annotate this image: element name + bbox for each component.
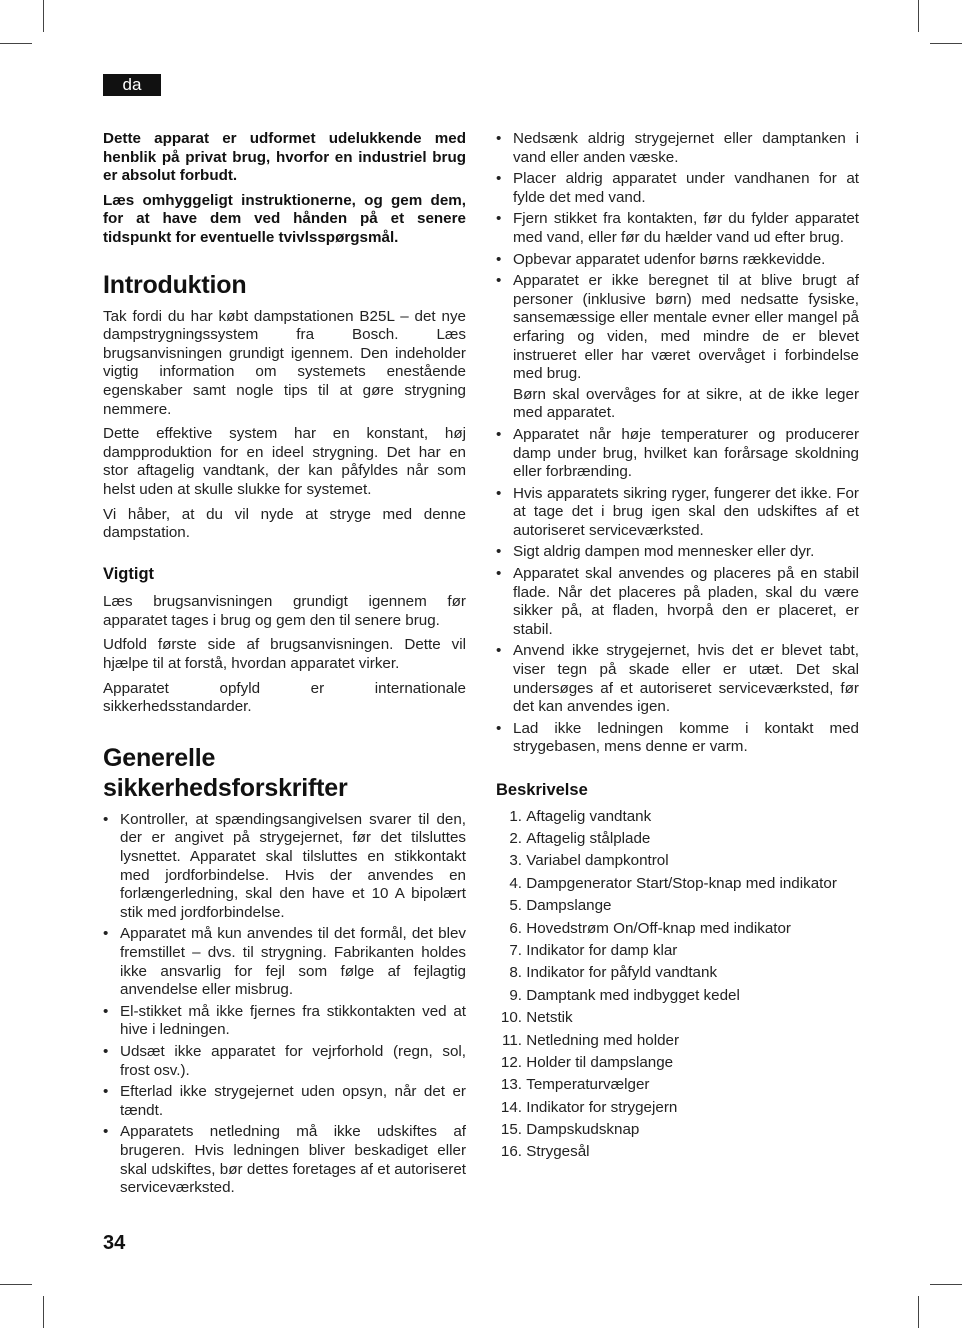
part-item [496, 1030, 859, 1052]
part-label: Aftagelig stålplade [526, 829, 651, 847]
list-item: • Efterlad ikke strygejernet uden opsyn, når det er tændt. [103, 1083, 466, 1120]
part-label: Variabel dampkontrol [526, 852, 669, 870]
crop-mark [0, 43, 32, 44]
part-item [496, 806, 859, 828]
paragraph: Udfold første side af brugsanvisningen. Dette vil hjælpe til at forstå, hvordan apparatet virker. [103, 636, 466, 673]
list-item-text: Hvis apparatets sikring ryger, fungerer det ikke. For at tage det i brug igen skal den udskiftes af et autoriseret serviceværksted. [513, 484, 859, 539]
part-number: 8. [509, 964, 522, 982]
crop-mark [930, 1284, 962, 1285]
safety-list [496, 130, 859, 757]
list-item: • Kontroller, at spændingsangivelsen svarer til den, der er angivet på strygejernet, før det tilsluttes lysnettet. Apparatet skal tilsluttes en stikkontakt med jordforbindelse. Hvis der anvendes en forlængerledning, skal den have et 10 A bipolært stik med jordforbindelse. [103, 811, 466, 923]
part-label: Dampskudsknap [526, 1121, 640, 1139]
list-item [496, 642, 859, 716]
part-item [496, 962, 859, 984]
list-item [496, 426, 859, 482]
part-label: Holder til dampslange [526, 1053, 674, 1071]
list-item-text: Nedsænk aldrig strygejernet eller damptanken i vand eller anden væske. [513, 130, 859, 166]
part-item [496, 1074, 859, 1096]
part-number: 13. [500, 1076, 522, 1094]
part-number: 10. [500, 1009, 522, 1027]
paragraph: Læs brugsanvisningen grundigt igennem før apparatet tages i brug og gem den til senere brug. [103, 593, 466, 629]
list-item [496, 210, 859, 247]
list-item [496, 251, 859, 270]
intro-warning: Dette apparat er udformet udelukkende med henblik på privat brug, hvorfor en industriel brug er absolut forbudt. [103, 130, 466, 185]
part-label: Hovedstrøm On/Off-knap med indikator [526, 919, 791, 937]
list-item: • Apparatet må kun anvendes til det formål, det blev fremstillet – dvs. til strygning. Fabrikanten holdes ikke ansvarlig for fejl som følge af fejlagtig anvendelse eller misbrug. [103, 925, 466, 999]
crop-mark [930, 43, 962, 44]
crop-mark [0, 1284, 32, 1285]
list-item-text: Fjern stikket fra kontakten, før du fylder apparatet med vand, eller før du hælder vand ud efter brug. [513, 210, 859, 246]
section-heading-introduktion: Introduktion [103, 270, 247, 299]
list-item [496, 170, 859, 207]
language-tag: da [103, 74, 161, 96]
paragraph: Apparatet opfyld er internationale sikkerhedsstandarder. [103, 679, 466, 716]
list-item-text: Placer aldrig apparatet under vandhanen for at fylde det med vand. [513, 170, 859, 206]
part-label: Aftagelig vandtank [526, 807, 652, 825]
crop-mark [918, 1296, 919, 1328]
part-number: 12. [500, 1053, 522, 1071]
paragraph: Dette effektive system har en konstant, høj dampproduktion for en ideel strygning. Det har en stor aftagelig vandtank, der kan påfyldes når som helst uden at skulle slukke for systemet. [103, 425, 466, 498]
list-item [496, 720, 859, 757]
part-label: Dampslange [526, 897, 612, 915]
list-item: • El-stikket må ikke fjernes fra stikkontakten ved at hive i ledningen. [103, 1003, 466, 1040]
part-item [496, 1097, 859, 1119]
heading-line: sikkerhedsforskrifter [103, 773, 348, 802]
list-item [496, 565, 859, 639]
part-number: 4. [509, 874, 522, 892]
part-number: 14. [500, 1098, 522, 1116]
right-column [496, 130, 859, 1164]
part-item [496, 850, 859, 872]
section-heading-vigtigt: Vigtigt [103, 564, 155, 583]
part-number: 11. [502, 1031, 522, 1049]
crop-mark [43, 1296, 44, 1328]
section-heading-beskrivelse: Beskrivelse [496, 781, 588, 799]
part-label: Temperaturvælger [526, 1076, 650, 1094]
part-number: 3. [509, 852, 522, 870]
list-item [496, 272, 859, 423]
list-item-text: Lad ikke ledningen komme i kontakt med strygebasen, mens denne er varm. [513, 719, 859, 756]
crop-mark [918, 0, 919, 32]
part-label: Netstik [526, 1009, 573, 1027]
part-item [496, 873, 859, 895]
part-item [496, 1119, 859, 1141]
part-item [496, 1141, 859, 1163]
part-number: 15. [500, 1121, 522, 1139]
part-number: 9. [509, 986, 522, 1004]
part-item [496, 1007, 859, 1029]
paragraph: Vi håber, at du vil nyde at stryge med denne dampstation. [103, 505, 466, 542]
part-number: 6. [509, 919, 522, 937]
heading-line: Generelle [103, 743, 216, 772]
list-item-text: Opbevar apparatet udenfor børns rækkevidde. [513, 250, 826, 268]
part-label: Indikator for damp klar [526, 941, 678, 959]
part-label: Indikator for strygejern [526, 1098, 678, 1116]
intro-warning: Læs omhyggeligt instruktionerne, og gem dem, for at have dem ved hånden på et senere tidspunkt for eventuelle tvivlsspørgsmål. [103, 191, 466, 246]
part-label: Indikator for påfyld vandtank [526, 964, 718, 982]
part-label: Netledning med holder [526, 1031, 680, 1049]
section-heading-sikkerhed [103, 743, 466, 803]
part-item [496, 895, 859, 917]
description-list [496, 806, 859, 1164]
list-item [496, 485, 859, 541]
list-item-text: Sigt aldrig dampen mod mennesker eller dyr. [513, 543, 815, 561]
part-label: Strygesål [526, 1143, 590, 1161]
safety-list [103, 811, 466, 1198]
part-item [496, 985, 859, 1007]
crop-mark [43, 0, 44, 32]
list-item-text: Apparatet skal anvendes og placeres på en stabil flade. Når det placeres på pladen, skal du være sikker på, at fladen, hvorpå den er placeret, er stabil. [513, 565, 859, 638]
part-number: 7. [509, 941, 522, 959]
part-label: Damptank med indbygget kedel [526, 986, 740, 1004]
part-item [496, 918, 859, 940]
list-item [496, 543, 859, 562]
list-item [496, 130, 859, 167]
list-item: • Apparatets netledning må ikke udskiftes af brugeren. Hvis ledningen bliver beskadiget eller skal udskiftes, bør dettes foretages af et autoriseret serviceværksted. [103, 1123, 466, 1197]
left-column [103, 130, 466, 1201]
list-item-note: Børn skal overvåges for at sikre, at de ikke leger med apparatet. [513, 385, 859, 422]
list-item-text: Anvend ikke strygejernet, hvis det er blevet tabt, viser tegn på skade eller er utæt. Det skal undersøges af et autoriseret serviceværksted, før det kan anvendes igen. [513, 642, 859, 716]
list-item: • Udsæt ikke apparatet for vejrforhold (regn, sol, frost osv.). [103, 1043, 466, 1080]
part-number: 16. [500, 1143, 522, 1161]
list-item-text: Apparatet er ikke beregnet til at blive brugt af personer (inklusive børn) med nedsatte fysiske, sansemæssige eller mentale evner eller mangel på erfaring og viden, med mindre de er blevet instrueret eller har været overvåget i forbindelse med brug. [513, 272, 859, 383]
part-item [496, 1052, 859, 1074]
part-label: Dampgenerator Start/Stop-knap med indikator [526, 874, 837, 892]
part-number: 2. [509, 829, 522, 847]
paragraph: Tak fordi du har købt dampstationen B25L – det nye dampstrygningssystem fra Bosch. Læs brugsanvisningen grundigt igennem. Den indeholder vigtig information om systemets enestående egenskaber samt nogle tips til at gøre strygning nemmere. [103, 307, 466, 418]
list-item-text: Apparatet når høje temperaturer og producerer damp under brug, hvilket kan forårsage skoldning eller forbrænding. [513, 425, 859, 481]
part-item [496, 940, 859, 962]
part-number: 1. [509, 807, 522, 825]
page-number: 34 [103, 1232, 126, 1254]
part-item [496, 828, 859, 850]
part-number: 5. [509, 897, 522, 915]
